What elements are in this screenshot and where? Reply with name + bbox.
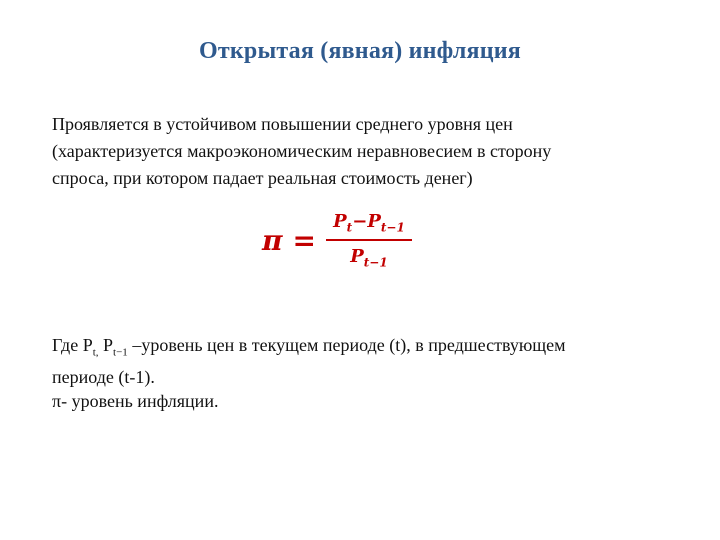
numerator-p1: P	[333, 210, 347, 232]
numerator-p2: P	[367, 210, 381, 232]
description-line-1	[52, 333, 672, 365]
desc-sub-t: t,	[92, 346, 99, 359]
numerator-minus: −	[352, 210, 368, 232]
intro-line-3: спроса, при котором падает реальная стоимость денег)	[52, 168, 473, 188]
description-paragraph	[52, 333, 672, 413]
description-line-2: периоде (t-1).	[52, 366, 155, 387]
slide-title: Открытая (явная) инфляция	[199, 38, 521, 64]
formula-lhs: π	[262, 223, 283, 257]
formula-numerator	[333, 211, 405, 235]
numerator-sub1: t	[346, 220, 353, 235]
formula-fraction	[326, 211, 412, 269]
intro-line-2: (характеризуется макроэкономическим неравновесием в сторону	[52, 141, 552, 161]
description-line-3: π- уровень инфляции.	[52, 390, 219, 411]
denominator-sub: t−1	[363, 255, 388, 270]
formula-equals: =	[292, 223, 316, 257]
intro-paragraph	[52, 111, 652, 192]
denominator-p: P	[350, 245, 364, 267]
numerator-sub2: t−1	[380, 220, 405, 235]
desc-rest-line1: –уровень цен в текущем периоде (t), в предшествующем	[127, 335, 566, 355]
desc-sub-t1: t−1	[113, 346, 128, 359]
formula-denominator	[350, 246, 388, 270]
intro-line-1: Проявляется в устойчивом повышении среднего уровня цен	[52, 114, 513, 134]
inflation-formula	[262, 208, 412, 272]
fraction-bar	[326, 239, 412, 241]
desc-prefix: Где P	[52, 335, 93, 355]
desc-p2: P	[98, 335, 114, 355]
